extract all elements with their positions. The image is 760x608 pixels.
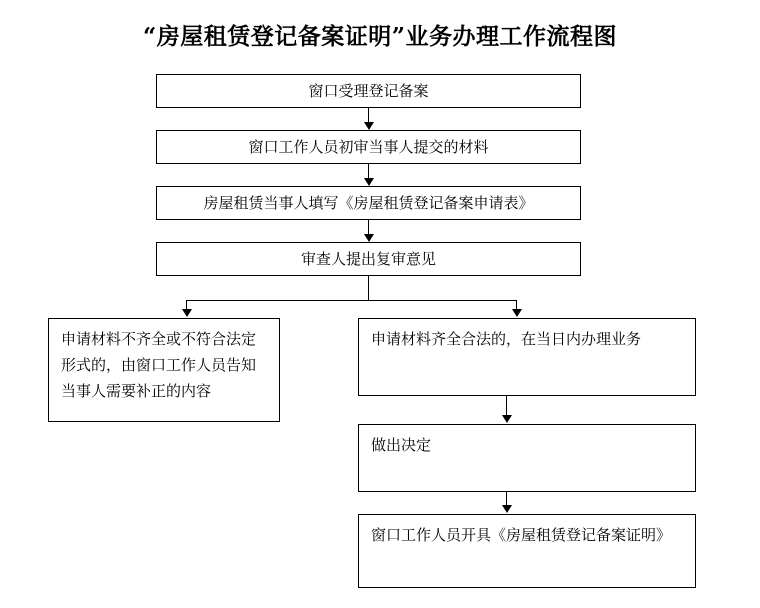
flow-node-step3-label: 房屋租赁当事人填写《房屋租赁登记备案申请表》 [203, 194, 534, 212]
arrow-step5-step6 [502, 505, 512, 513]
flow-node-step2-label: 窗口工作人员初审当事人提交的材料 [248, 138, 489, 156]
arrow-step3-step4 [364, 234, 374, 242]
arrow-step1-step2 [364, 122, 374, 130]
arrow-step2-step3 [364, 178, 374, 186]
arrow-split-left [182, 309, 192, 317]
page-title: “房屋租赁登记备案证明”业务办理工作流程图 [143, 23, 617, 50]
connector-split-bar [186, 300, 516, 301]
flow-node-branch-left [48, 318, 280, 422]
flow-node-step4 [156, 242, 581, 276]
flow-node-branch-right-label: 申请材料齐全合法的，在当日内办理业务 [371, 330, 642, 348]
flow-node-step1-label: 窗口受理登记备案 [308, 82, 429, 100]
connector-step4-split-stem [368, 276, 369, 300]
flow-node-step2 [156, 130, 581, 164]
flow-node-branch-left-label: 申请材料不齐全或不符合法定形式的，由窗口工作人员告知当事人需要补正的内容 [61, 330, 257, 400]
flow-node-step4-label: 审查人提出复审意见 [300, 250, 436, 268]
flow-node-step6-label: 窗口工作人员开具《房屋租赁登记备案证明》 [371, 526, 672, 544]
arrow-branchright-step5 [502, 415, 512, 423]
flow-node-branch-right [358, 318, 696, 396]
flow-node-step3 [156, 186, 581, 220]
flow-node-step5 [358, 424, 696, 492]
arrow-split-right [512, 309, 522, 317]
flow-node-step1 [156, 74, 581, 108]
flow-node-step5-label: 做出决定 [371, 436, 432, 454]
flow-node-step6 [358, 514, 696, 588]
